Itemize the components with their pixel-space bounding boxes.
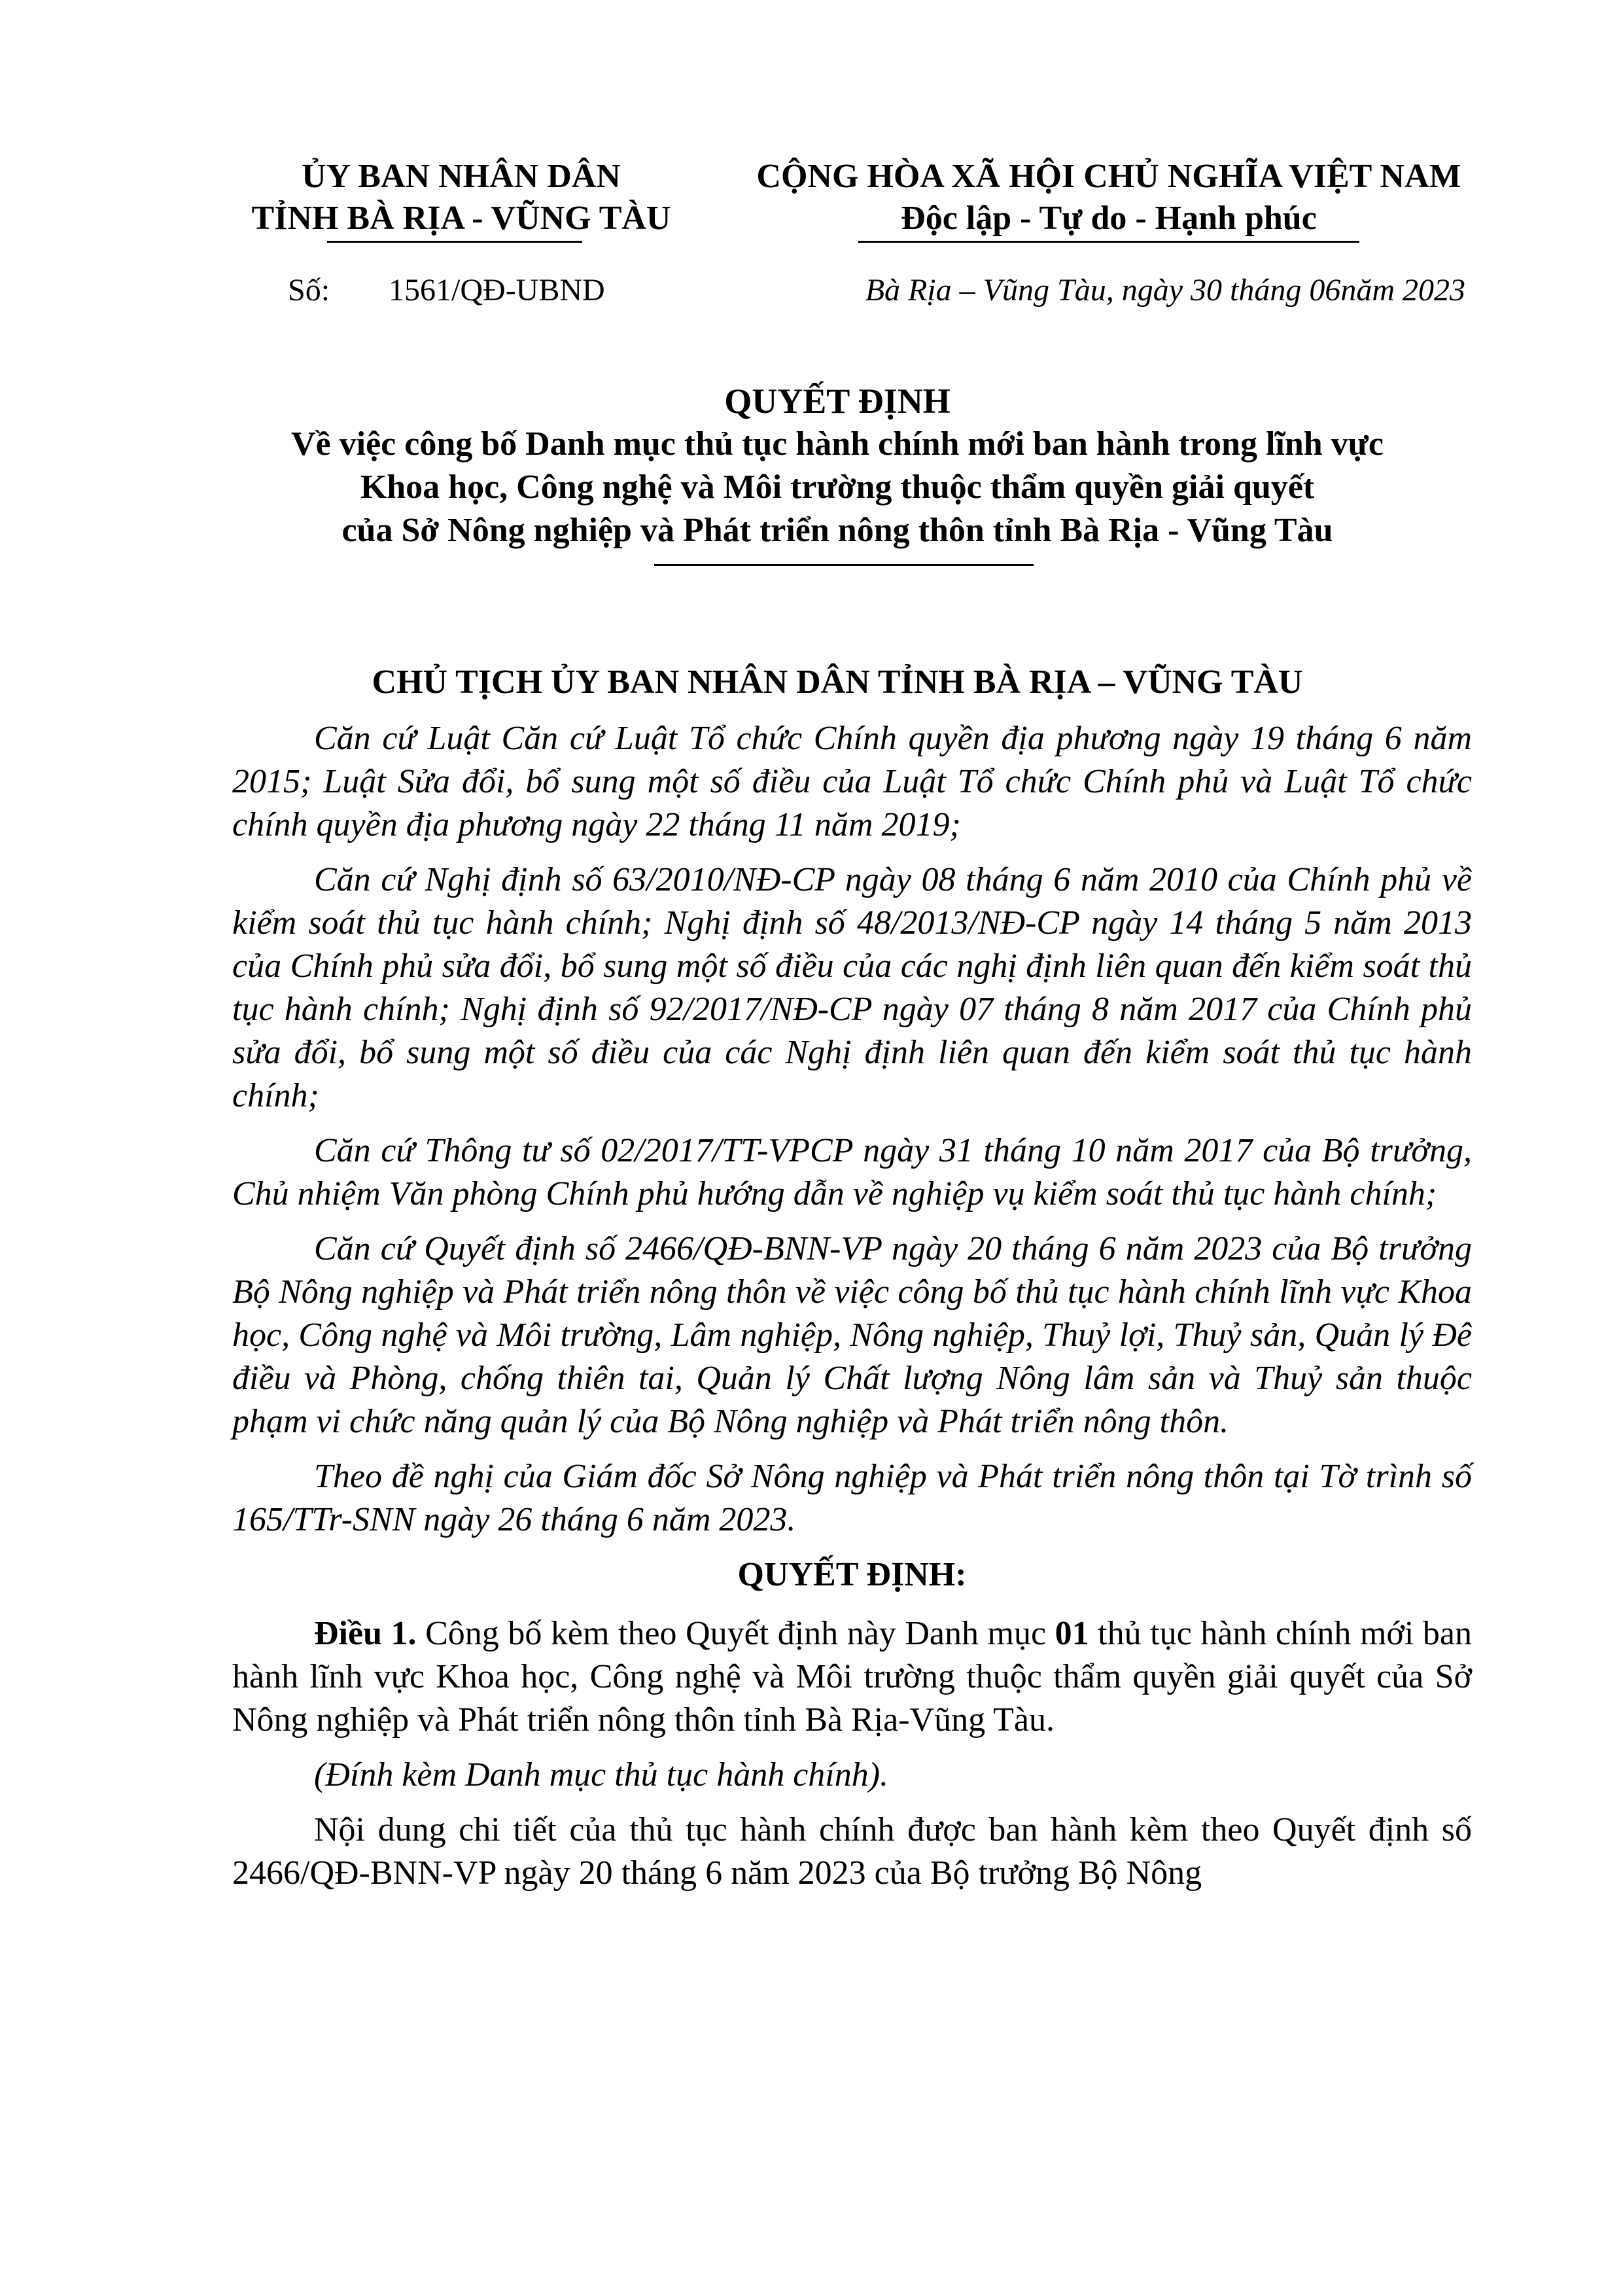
article-1-text-before: Công bố kèm theo Quyết định này Danh mục bbox=[416, 1615, 1055, 1652]
number-value: 1561/QĐ-UBND bbox=[389, 273, 605, 308]
preamble-paragraph: Căn cứ Quyết định số 2466/QĐ-BNN-VP ngày 20 tháng 6 năm 2023 của Bộ trưởng Bộ Nông nghiệp và Phát triển nông thôn về việc công bố thủ tục hành chính lĩnh vực Khoa học, Công nghệ và Môi trường, Lâm nghiệp, Nông nghiệp, Thuỷ lợi, Thuỷ sản, Quản lý Đê điều và Phòng, chống thiên tai, Quản lý Chất lượng Nông lâm sản và Thuỷ sản thuộc phạm vi chức năng quản lý của Bộ Nông nghiệp và Phát triển nông thôn. bbox=[232, 1230, 1472, 1440]
chairman-heading: CHỦ TỊCH ỦY BAN NHÂN DÂN TỈNH BÀ RỊA – VŨNG TÀU bbox=[372, 663, 1303, 701]
authority-line-1: ỦY BAN NHÂN DÂN bbox=[302, 158, 621, 195]
title-underline bbox=[654, 564, 1034, 566]
preamble-paragraph: Căn cứ Luật Căn cứ Luật Tổ chức Chính quyền địa phương ngày 19 tháng 6 năm 2015; Luật Sửa đổi, bổ sung một số điều của Luật Tổ chức Chính phủ và Luật Tổ chức chính quyền địa phương ngày 22 tháng 11 năm 2019; bbox=[232, 720, 1472, 843]
authority-underline bbox=[327, 241, 582, 243]
issuing-authority bbox=[232, 156, 690, 239]
preamble-paragraph: Theo đề nghị của Giám đốc Sở Nông nghiệp và Phát triển nông thôn tại Tờ trình số 165/TTr-SNN ngày 26 tháng 6 năm 2023. bbox=[232, 1458, 1472, 1538]
decision-title bbox=[196, 380, 1478, 552]
article-1 bbox=[232, 1612, 1472, 1742]
title-subject-line-3: của Sở Nông nghiệp và Phát triển nông thôn tỉnh Bà Rịa - Vũng Tàu bbox=[341, 512, 1333, 549]
preamble-paragraph: Căn cứ Thông tư số 02/2017/TT-VPCP ngày 31 tháng 10 năm 2017 của Bộ trưởng, Chủ nhiệm Văn phòng Chính phủ hướng dẫn về nghiệp vụ kiểm soát thủ tục hành chính; bbox=[232, 1132, 1472, 1212]
motto-underline bbox=[858, 241, 1359, 243]
article-1-detail: Nội dung chi tiết của thủ tục hành chính được ban hành kèm theo Quyết định số 2466/QĐ-BNN-VP ngày 20 tháng 6 năm 2023 của Bộ trưởng Bộ Nông bbox=[232, 1811, 1472, 1892]
document-number bbox=[288, 271, 605, 310]
motto: Độc lập - Tự do - Hạnh phúc bbox=[901, 200, 1317, 237]
national-motto bbox=[726, 156, 1492, 239]
title-subject-line-1: Về việc công bố Danh mục thủ tục hành chính mới ban hành trong lĩnh vực bbox=[291, 425, 1384, 463]
document-body bbox=[232, 717, 1472, 1907]
article-1-text-after: thủ tục hành chính mới ban hành lĩnh vực Khoa học, Công nghệ và Môi trường thuộc thẩm quyền giải quyết của Sở Nông nghiệp và Phát triển nông thôn tỉnh Bà Rịa-Vũng Tàu. bbox=[232, 1615, 1473, 1739]
article-1-label: Điều 1. bbox=[314, 1615, 417, 1652]
number-label: Số: bbox=[288, 273, 330, 308]
authority-line-2: TỈNH BÀ RỊA - VŨNG TÀU bbox=[251, 200, 671, 237]
attachment-note: (Đính kèm Danh mục thủ tục hành chính). bbox=[314, 1756, 889, 1793]
title-subject-line-2: Khoa học, Công nghệ và Môi trường thuộc thẩm quyền giải quyết bbox=[360, 468, 1315, 506]
decision-heading: QUYẾT ĐỊNH: bbox=[737, 1556, 967, 1593]
title-main: QUYẾT ĐỊNH bbox=[724, 381, 951, 421]
country-name: CỘNG HÒA XÃ HỘI CHỦ NGHĨA VIỆT NAM bbox=[756, 158, 1461, 195]
article-1-count: 01 bbox=[1055, 1615, 1089, 1652]
document-date: Bà Rịa – Vũng Tàu, ngày 30 tháng 06năm 2023 bbox=[865, 273, 1465, 308]
preamble-paragraph: Căn cứ Nghị định số 63/2010/NĐ-CP ngày 08 tháng 6 năm 2010 của Chính phủ về kiểm soát thủ tục hành chính; Nghị định số 48/2013/NĐ-CP ngày 14 tháng 5 năm 2013 của Chính phủ sửa đổi, bổ sung một số điều của các nghị định liên quan đến kiểm soát thủ tục hành chính; Nghị định số 92/2017/NĐ-CP ngày 07 tháng 8 năm 2017 của Chính phủ sửa đổi, bổ sung một số điều của các Nghị định liên quan đến kiểm soát thủ tục hành chính; bbox=[232, 861, 1472, 1114]
